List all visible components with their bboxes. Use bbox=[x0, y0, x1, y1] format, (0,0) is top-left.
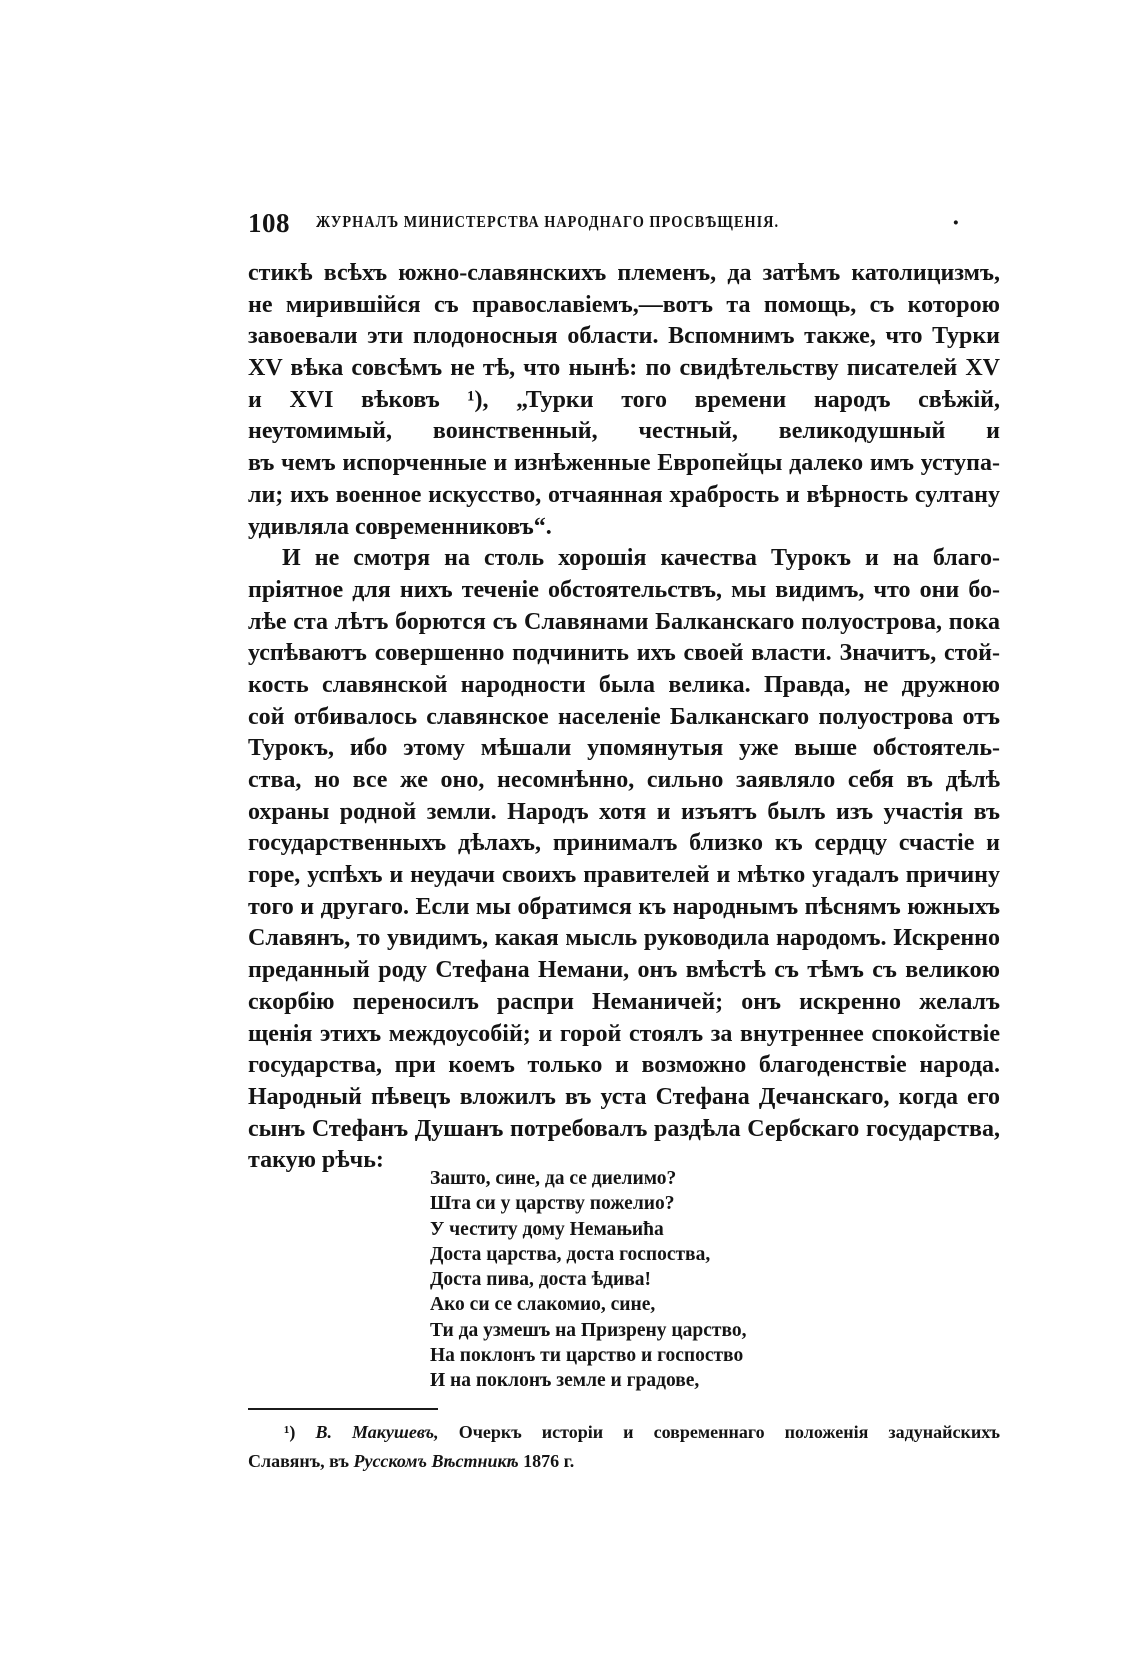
text-line: неутомимый, воинственный, честный, великодушный и bbox=[248, 418, 1000, 445]
poem-line: И на поклонъ земле и градове, bbox=[430, 1370, 700, 1392]
text-line: того и другаго. Если мы обратимся къ народнымъ пѣснямъ южныхъ bbox=[248, 893, 1000, 920]
paragraph-1 bbox=[248, 258, 1000, 543]
text-line: кость славянской народности была велика. Правда, не дружною bbox=[248, 671, 1000, 698]
text-line: И не смотря на столь хорошія качества Турокъ и на благо- bbox=[282, 545, 1000, 572]
poem-line: На поклонъ ти царство и госпоство bbox=[430, 1345, 744, 1367]
text-line: государства, при коемъ только и возможно благоденствіе народа. bbox=[248, 1052, 1000, 1079]
text-line: скорбію переносилъ распри Неманичей; онъ искренно желалъ bbox=[248, 988, 1000, 1015]
footnote-year: 1876 г. bbox=[518, 1451, 575, 1471]
text-line: ства, но все же оно, несомнѣнно, сильно заявляло себя въ дѣлѣ bbox=[248, 767, 1000, 793]
footnote-author: В. Макушевъ, bbox=[315, 1422, 439, 1442]
running-title: ЖУРНАЛЪ МИНИСТЕРСТВА НАРОДНАГО ПРОСВѢЩЕНІЯ. bbox=[316, 212, 780, 231]
footnote-divider bbox=[248, 1408, 438, 1410]
text-line: удивляла современниковъ“. bbox=[248, 513, 552, 540]
text-line: успѣваютъ совершенно подчинить ихъ своей власти. Значитъ, стой- bbox=[248, 640, 1000, 667]
poem-line: Шта си у царству пожелио? bbox=[430, 1193, 675, 1215]
poem-line: Зашто, сине, да се диелимо? bbox=[430, 1168, 677, 1189]
footnote-text: Славянъ, въ bbox=[248, 1451, 354, 1471]
poem-line: Доста царства, доста госпоства, bbox=[430, 1243, 711, 1265]
text-line: лѣе ста лѣтъ борются съ Славянами Балканскаго полуострова, пока bbox=[248, 608, 1000, 635]
text-line: Славянъ, то увидимъ, какая мысль руководила народомъ. Искренно bbox=[248, 925, 1000, 952]
text-line: стикѣ всѣхъ южно-славянскихъ племенъ, да затѣмъ католицизмъ, bbox=[248, 260, 1000, 286]
text-line: завоевали эти плодоносныя области. Вспомнимъ также, что Турки bbox=[248, 323, 1000, 350]
text-line: ли; ихъ военное искусство, отчаянная храбрость и вѣрность султану bbox=[248, 481, 1000, 508]
paragraph-2 bbox=[248, 543, 1000, 1177]
text-line: сой отбивалось славянское населеніе Балканскаго полуострова отъ bbox=[248, 703, 1000, 730]
poem-line: Ако си се слакомио, сине, bbox=[430, 1294, 656, 1316]
poem-quote bbox=[430, 1166, 850, 1394]
footnote-line bbox=[248, 1418, 1000, 1447]
text-line: XV вѣка совсѣмъ не тѣ, что нынѣ: по свидѣтельству писателей XV bbox=[248, 355, 1000, 382]
page-number: 108 bbox=[248, 208, 290, 238]
footnote bbox=[248, 1418, 1000, 1476]
text-line: такую рѣчь: bbox=[248, 1147, 384, 1174]
text-line: горе, успѣхъ и неудачи своихъ правителей и мѣтко угадалъ причину bbox=[248, 862, 1000, 889]
poem-line: Ти да узмешъ на Призрену царство, bbox=[430, 1319, 747, 1341]
poem-line: Доста пива, доста ѣдива! bbox=[430, 1269, 652, 1291]
header-mark: · bbox=[952, 210, 960, 236]
text-line: государственныхъ дѣлахъ, принималъ близко къ сердцу счастіе и bbox=[248, 830, 1000, 857]
text-line: не мирившійся съ православіемъ,—вотъ та помощь, съ которою bbox=[248, 291, 1000, 318]
footnote-marker: ¹) bbox=[284, 1422, 296, 1442]
main-text bbox=[248, 258, 1000, 1177]
page-header bbox=[248, 208, 1008, 244]
footnote-text: Очеркъ исторіи и современнаго положенія задунайскихъ bbox=[438, 1422, 1000, 1442]
text-line: и XVI вѣковъ ¹), „Турки того времени народъ свѣжій, bbox=[248, 386, 1000, 413]
text-line: щенія этихъ междоусобій; и горой стоялъ за внутреннее спокойствіе bbox=[248, 1020, 1000, 1047]
text-line: сынъ Стефанъ Душанъ потребовалъ раздѣла Сербскаго государства, bbox=[248, 1115, 1000, 1142]
poem-line: У честиту дому Немањића bbox=[430, 1218, 664, 1240]
text-line: охраны родной земли. Народъ хотя и изъятъ былъ изъ участія въ bbox=[248, 798, 1000, 825]
text-line: въ чемъ испорченные и изнѣженные Европейцы далеко имъ уступа- bbox=[248, 450, 1000, 477]
footnote-line bbox=[248, 1447, 1000, 1476]
text-line: преданный роду Стефана Немани, онъ вмѣстѣ съ тѣмъ съ великою bbox=[248, 957, 1000, 984]
text-line: Турокъ, ибо этому мѣшали упомянутыя уже выше обстоятель- bbox=[248, 735, 1000, 762]
text-line: пріятное для нихъ теченіе обстоятельствъ, мы видимъ, что они бо- bbox=[248, 576, 1000, 603]
text-line: Народный пѣвецъ вложилъ въ уста Стефана Дечанскаго, когда его bbox=[248, 1083, 1000, 1110]
footnote-journal: Русскомъ Вѣстникѣ bbox=[353, 1451, 519, 1471]
